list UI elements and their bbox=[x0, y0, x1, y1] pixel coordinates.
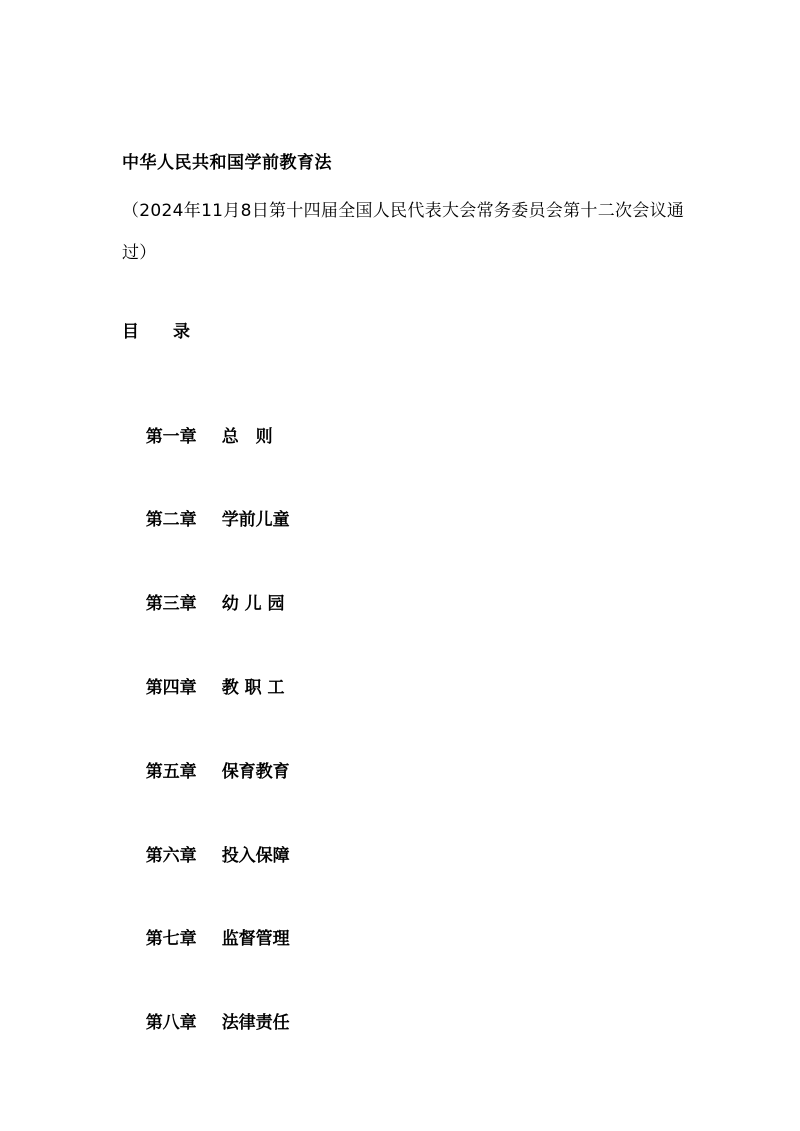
document-title: 中华人民共和国学前教育法 bbox=[122, 153, 332, 173]
toc-chapter-5 bbox=[122, 737, 290, 802]
chapter-title: 法律责任 bbox=[221, 1013, 290, 1033]
chapter-number: 第一章 bbox=[145, 427, 197, 447]
chapter-title: 监督管理 bbox=[221, 929, 290, 949]
toc-chapter-6 bbox=[122, 821, 290, 886]
toc-heading: 目 录 bbox=[122, 322, 190, 342]
chapter-number: 第四章 bbox=[145, 678, 197, 698]
chapter-number: 第七章 bbox=[145, 929, 197, 949]
chapter-title: 投入保障 bbox=[221, 846, 290, 866]
chapter-number: 第八章 bbox=[145, 1013, 197, 1033]
toc-chapter-2 bbox=[122, 485, 290, 550]
chapter-title: 学前儿童 bbox=[221, 510, 290, 530]
toc-chapter-1 bbox=[122, 402, 273, 467]
chapter-title: 保育教育 bbox=[221, 762, 290, 782]
chapter-number: 第六章 bbox=[145, 846, 197, 866]
chapter-title: 总 则 bbox=[221, 427, 273, 447]
toc-chapter-4 bbox=[122, 653, 285, 718]
chapter-number: 第五章 bbox=[145, 762, 197, 782]
chapter-number: 第三章 bbox=[145, 594, 197, 614]
toc-chapter-7 bbox=[122, 904, 290, 969]
toc-chapter-8 bbox=[122, 988, 290, 1053]
toc-chapter-3 bbox=[122, 569, 285, 634]
chapter-title: 教 职 工 bbox=[221, 678, 285, 698]
chapter-title: 幼 儿 园 bbox=[221, 594, 285, 614]
document-subtitle: （2024年11月8日第十四届全国人民代表大会常务委员会第十二次会议通过） bbox=[122, 201, 685, 263]
chapter-number: 第二章 bbox=[145, 510, 197, 530]
